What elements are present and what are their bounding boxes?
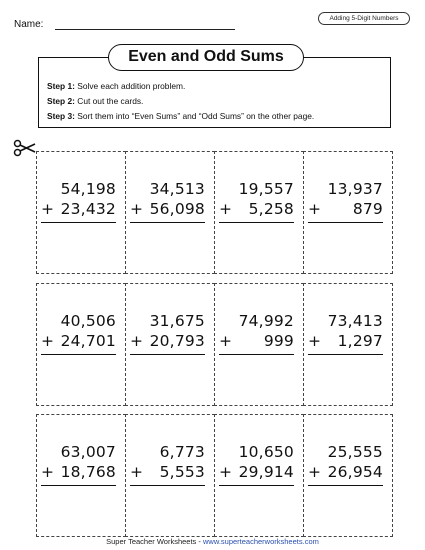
addend-bottom: 56,098: [149, 200, 205, 218]
addition-problem: [219, 311, 294, 355]
sum-line: [130, 485, 205, 486]
addition-problem: [130, 311, 205, 355]
addend-bottom-row: [130, 199, 205, 219]
addend-bottom-row: [308, 199, 383, 219]
name-label: Name:: [14, 19, 44, 30]
problem-card[interactable]: [214, 151, 304, 274]
sum-line: [308, 222, 383, 223]
addition-problem: [130, 179, 205, 223]
addition-problem: [219, 442, 294, 486]
addend-bottom-row: [219, 331, 294, 351]
footer-brand: Super Teacher Worksheets: [106, 537, 197, 546]
plus-sign: +: [308, 200, 322, 218]
addend-top: 25,555: [327, 443, 383, 461]
sum-line: [219, 485, 294, 486]
addend-bottom: 29,914: [238, 463, 294, 481]
sum-line: [41, 354, 116, 355]
step-3: Step 3: Sort them into “Even Sums” and “Odd Sums” on the other page.: [47, 111, 315, 121]
problem-card[interactable]: [36, 283, 126, 406]
addition-problem: [308, 311, 383, 355]
addition-problem: [219, 179, 294, 223]
sum-line: [308, 354, 383, 355]
addend-bottom: 20,793: [149, 331, 205, 350]
step-2: Step 2: Cut out the cards.: [47, 96, 144, 106]
addend-bottom: 23,432: [60, 200, 116, 218]
addend-bottom-row: [219, 199, 294, 219]
problem-card[interactable]: [303, 414, 393, 537]
addend-top: 74,992: [238, 311, 294, 330]
plus-sign: +: [308, 331, 322, 350]
addend-bottom-row: [41, 199, 116, 219]
addition-problem: [308, 442, 383, 486]
plus-sign: +: [130, 463, 144, 481]
addend-top: 34,513: [149, 180, 205, 198]
addend-bottom: 5,258: [248, 200, 294, 218]
plus-sign: +: [308, 463, 322, 481]
sum-line: [41, 485, 116, 486]
plus-sign: +: [41, 331, 55, 350]
problem-card[interactable]: [303, 151, 393, 274]
addend-bottom: 879: [352, 200, 383, 218]
sum-line: [41, 222, 116, 223]
plus-sign: +: [219, 200, 233, 218]
sum-line: [130, 354, 205, 355]
addend-top: 73,413: [327, 311, 383, 330]
plus-sign: +: [41, 463, 55, 481]
addend-bottom-row: [219, 462, 294, 482]
addend-bottom: 999: [263, 331, 294, 350]
addend-top: 54,198: [60, 180, 116, 198]
worksheet-title: Even and Odd Sums: [108, 44, 304, 71]
addend-bottom-row: [130, 331, 205, 351]
addend-top: 19,557: [238, 180, 294, 198]
addition-problem: [41, 442, 116, 486]
sum-line: [308, 485, 383, 486]
plus-sign: +: [130, 331, 144, 350]
addend-bottom: 24,701: [60, 331, 116, 350]
problem-card[interactable]: [303, 283, 393, 406]
addend-bottom-row: [130, 462, 205, 482]
problem-card[interactable]: [36, 414, 126, 537]
name-write-line[interactable]: [55, 19, 235, 30]
scissors-icon: [13, 139, 37, 157]
addend-top: 10,650: [238, 443, 294, 461]
problem-card[interactable]: [125, 414, 215, 537]
addend-bottom: 18,768: [60, 463, 116, 481]
addend-top: 63,007: [60, 443, 116, 461]
addend-top: 40,506: [60, 311, 116, 330]
addend-bottom: 26,954: [327, 463, 383, 481]
sum-line: [219, 222, 294, 223]
problem-card[interactable]: [214, 414, 304, 537]
addend-bottom-row: [308, 331, 383, 351]
addend-bottom-row: [41, 331, 116, 351]
addend-bottom-row: [41, 462, 116, 482]
problem-card[interactable]: [125, 151, 215, 274]
step-1: Step 1: Solve each addition problem.: [47, 81, 186, 91]
addition-problem: [41, 311, 116, 355]
addition-problem: [308, 179, 383, 223]
addend-top: 31,675: [149, 311, 205, 330]
addend-bottom: 1,297: [337, 331, 383, 350]
steps-list: [47, 79, 314, 124]
addend-top: 13,937: [327, 180, 383, 198]
sum-line: [219, 354, 294, 355]
addition-problem: [130, 442, 205, 486]
sum-line: [130, 222, 205, 223]
addend-top: 6,773: [159, 443, 205, 461]
problem-card[interactable]: [214, 283, 304, 406]
topic-tag: Adding 5-Digit Numbers: [318, 12, 410, 25]
footer: Super Teacher Worksheets - www.superteacherworksheets.com: [106, 537, 319, 546]
footer-url[interactable]: www.superteacherworksheets.com: [202, 537, 319, 546]
problem-card[interactable]: [125, 283, 215, 406]
problem-card[interactable]: [36, 151, 126, 274]
plus-sign: +: [219, 463, 233, 481]
plus-sign: +: [41, 200, 55, 218]
addition-problem: [41, 179, 116, 223]
name-row: [14, 19, 235, 30]
addend-bottom-row: [308, 462, 383, 482]
plus-sign: +: [130, 200, 144, 218]
plus-sign: +: [219, 331, 233, 350]
card-grid: [36, 151, 392, 536]
addend-bottom: 5,553: [159, 463, 205, 481]
